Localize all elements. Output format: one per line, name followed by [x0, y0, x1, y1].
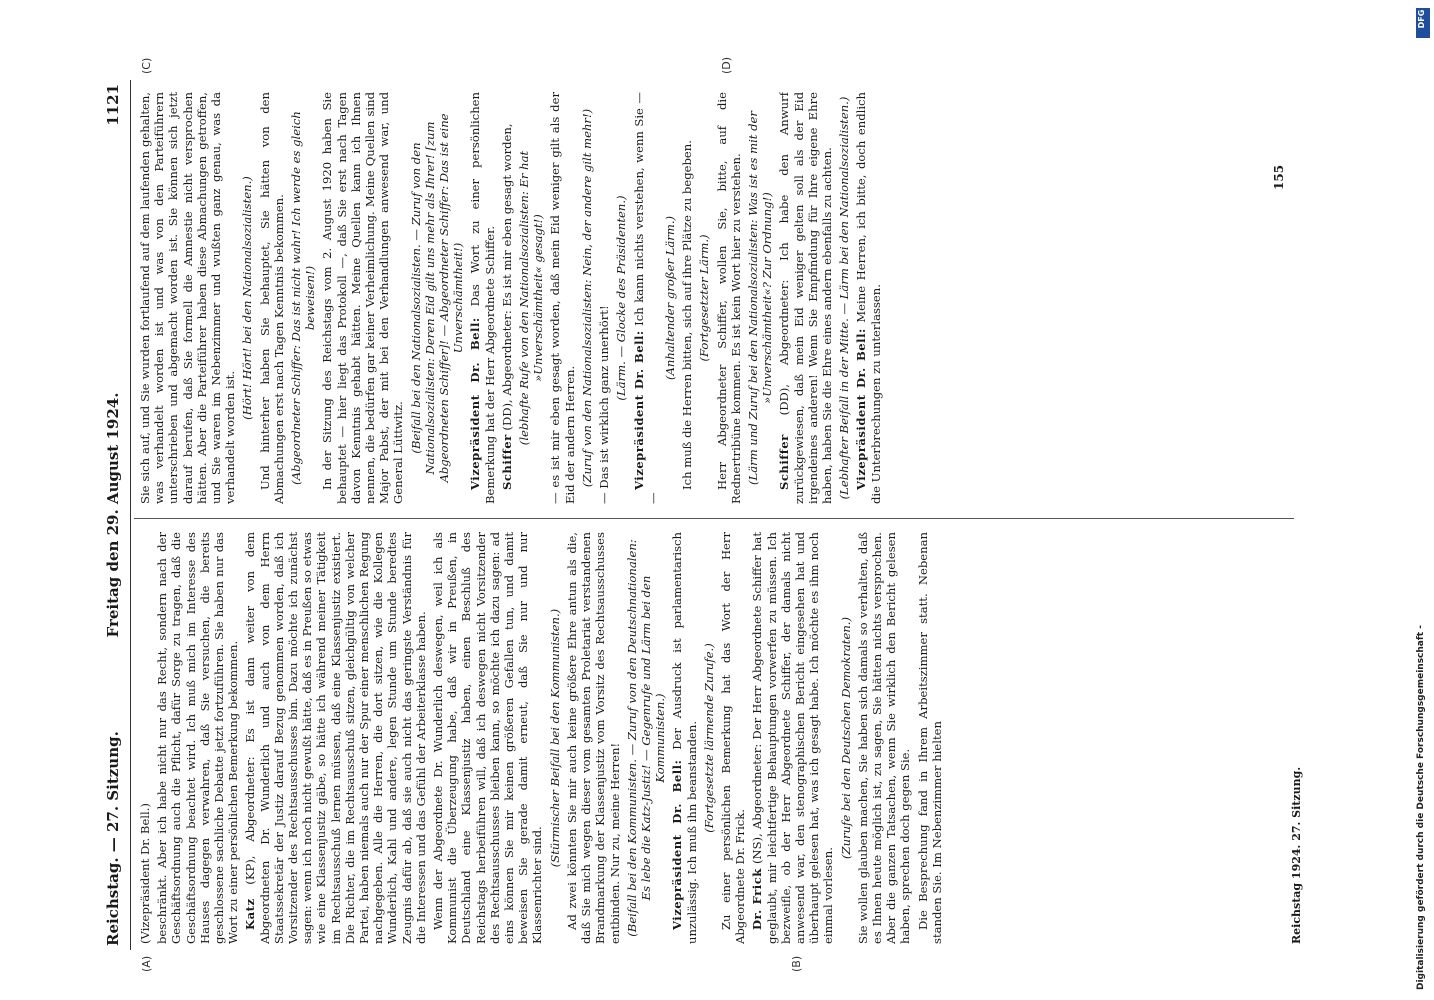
paragraph: [320, 92, 405, 504]
page-number: 1121: [104, 84, 122, 126]
paragraph-text: Wenn der Abgeordnete Dr. Wunderlich deswegen, weil ich als Kommunist die Überzeugung habe, daß wir in Preußen, in Deutschland eine Klassenjustiz haben, einen Beschluß des Reichstags herbeiführen will, daß ich deswegen nicht Vorsitzender des Rechtsausschusses bleiben kann, so möchte ich dazu sagen: ad eins können Sie mir keinen größeren Gefallen tun, und damit beweisen Sie gerade damit erneut, daß Sie nur und nur Klassenrichter sind.: [431, 532, 545, 944]
speaker-name: Vizepräsident Dr. Bell:: [468, 317, 483, 490]
paragraph: [138, 92, 237, 504]
paragraph: [565, 532, 622, 944]
margin-mark-d: (D): [720, 56, 733, 74]
paragraph: [702, 532, 716, 944]
dfg-logo: DFG: [1416, 8, 1430, 38]
paragraph-text: (Lärm und Zuruf bei den Nationalsozialisten: Was ist es mit der »Unverschämtheit«? Zur Ordnung!): [745, 111, 775, 485]
paragraph-text: (lebhafte Rufe von den Nationalsozialisten: Er hat »Unverschämtheit« gesagt!): [517, 150, 546, 446]
paragraph: [468, 92, 496, 504]
paragraph: [856, 532, 913, 944]
signature-number: 155: [1272, 164, 1286, 190]
paragraph-text: (Fortgesetzte lärmende Zurufe.): [701, 643, 716, 833]
paragraph: [155, 532, 240, 944]
paragraph: [750, 532, 835, 944]
paragraph-text: (Beifall bei den Nationalsozialisten. — Zuruf von den Nationalsozialisten: Deren Eid gilt uns mehr als Ihrer! [zum Abgeordneten Schiffer]! — Abgeordneter Schiffer: Das ist eine Unverschämtheit!): [408, 113, 466, 483]
paragraph-text: (NS), Abgeordneter: Der Herr Abgeordnete Schiffer hat geglaubt, mir leichtfertige Behauptungen vorwerfen zu müssen. Ich bezweifle, ob der Herr Abgeordnete Schiffer, der damals nicht anwesend war, den stenographischen Bericht eingesehen hat und überhaupt gelesen hat, was ich gesagt habe. Ich möchte es ihm noch einmal vorlesen.: [750, 532, 836, 944]
paragraph-text: (KP), Abgeordneter: Es ist dann weiter von dem Abgeordneten Dr. Wunderlich und auch von dem Herrn Staatssekretär der Justiz darauf Bezug genommen worden, daß ich Vorsitzender des Rechtsausschusses bin. Dazu möchte ich zunächst sagen: wenn ich noch nicht gewußt hätte, daß es in Preußen so etwas wie eine Klassenjustiz gäbe, so hätte ich während meiner Tätigkeit im Rechtsausschuß lernen müssen, daß eine Klassenjustiz existiert. Die Richter, die im Rechtsausschuß sitzen, gleichgültig von welcher Partei, haben niemals auch nur der Spur einer menschlichen Regung nachgegeben. Alle die Herren, die dort sitzen, wie die Kollegen Wunderlich, Kahl und andere, legen Stunde um Stunde beredtes Zeugnis dafür ab, daß sie auch nicht das geringste Verständnis für die Interessen und das Gefühl der Arbeiterklasse haben.: [243, 532, 428, 944]
paragraph: [839, 532, 853, 944]
paragraph: [777, 92, 834, 504]
paragraph: [715, 92, 743, 504]
left-text-column: [138, 532, 1288, 944]
paragraph: [837, 92, 851, 504]
paragraph-text: Das Wort zu einer persönlichen Bemerkung hat der Herr Abgeordnete Schiffer.: [468, 92, 497, 504]
paragraph: [138, 532, 152, 944]
paragraph-text: Meine Herren, ich bitte, doch endlich die Unterbrechungen zu unterlassen.: [854, 92, 883, 504]
paragraph: [580, 92, 594, 504]
paragraph: [625, 532, 668, 944]
paragraph-text: Der Ausdruck ist parlamentarisch unzulässig. Ich muß ihn beanstanden.: [670, 532, 699, 944]
speaker-name: Katz: [243, 898, 258, 930]
paragraph: [431, 532, 545, 944]
header-date: Freitag den 29. August 1924.: [104, 392, 122, 638]
paragraph-text: Zu einer persönlichen Bemerkung hat das Wort der Herr Abgeordnete Dr. Frick.: [718, 532, 748, 944]
paragraph-text: (Vizepräsident Dr. Bell.): [138, 803, 152, 944]
paragraph: [548, 92, 576, 504]
paragraph-text: Herr Abgeordneter Schiffer, wollen Sie, bitte, auf die Rednertribüne kommen. Es ist kein Wort hier zu verstehen.: [714, 92, 743, 504]
speaker-name: Vizepräsident Dr. Bell:: [631, 330, 646, 490]
speaker-name: Schiffer: [499, 434, 514, 490]
paragraph-text: Ad zwei könnten Sie mir auch keine größere Ehre antun als die, daß Sie mich wegen dieser vom gesamten Proletariat verstandenen Brandmarkung der Klassenjustiz vom Vorsitz des Rechtsausschusses entbinden. Nur zu, meine Herren!: [564, 532, 622, 944]
margin-mark-b: (B): [790, 955, 803, 972]
paragraph: [916, 532, 944, 944]
paragraph-text: — Das ist wirklich ganz unerhört!: [597, 305, 612, 504]
page-header: [100, 80, 126, 950]
paragraph-text: (Lärm. — Glocke des Präsidenten.): [614, 195, 629, 401]
paragraph: [697, 92, 711, 504]
column-divider: [134, 518, 1294, 519]
paragraph-text: In der Sitzung des Reichstags vom 2. August 1920 haben Sie behauptet — hier liegt das Protokoll —, daß Sie erst nach Tagen davon Kenntnis gehabt hätten. Meine Quellen kann ich Ihnen nennen, die bedürfen gar keiner Verheimlichung. Meine Quellen sind Major Pabst, der mit bei den Verhandlungen anwesend war, und General Lüttwitz.: [320, 92, 406, 504]
paragraph: [719, 532, 747, 944]
paragraph: [597, 92, 611, 504]
paragraph-text: Sie sich auf, und Sie wurden fortlaufend auf dem laufenden gehalten, was verhandelt worden ist und was von den Parteiführern unterschrieben und abgemacht worden ist. Sie können sich jetzt darauf berufen, daß Sie formell die Amnestie nicht versprochen hätten. Aber die Parteiführer haben diese Abmachungen getroffen, und Sie waren im Nebenzimmer und wußten ganz genau, was da verhandelt worden ist.: [138, 92, 238, 504]
paragraph-text: Ich kann nichts verstehen, wenn Sie — —: [631, 92, 660, 504]
header-rule: [130, 80, 131, 950]
paragraph: [258, 92, 286, 504]
paragraph-text: (Zurufe bei den Deutschen Demokraten.): [838, 617, 853, 860]
paragraph: [500, 92, 514, 504]
paragraph-text: (Stürmischer Beifall bei den Kommunisten.): [547, 608, 562, 868]
paragraph-text: Die Besprechung fand in Ihrem Arbeitszimmer statt. Nebenan standen Sie. Im Nebenzimmer hielten: [915, 532, 944, 944]
paragraph-text: (DD), Abgeordneter: Es ist mir eben gesagt worden,: [499, 123, 514, 435]
paragraph: [663, 92, 677, 504]
right-text-column: [138, 92, 1288, 504]
paragraph-text: (Fortgesetzter Lärm.): [697, 234, 712, 362]
paragraph-text: (Hört! Hört! bei den Nationalsozialisten.): [240, 176, 255, 420]
header-session: Reichstag. — 27. Sitzung.: [104, 731, 122, 946]
paragraph: [746, 92, 774, 504]
margin-mark-a: (A): [140, 955, 153, 972]
paragraph: [517, 92, 545, 504]
paragraph-text: (Abgeordneter Schiffer: Das ist nicht wahr! Ich werde es gleich beweisen!): [289, 111, 318, 485]
paragraph-text: Und hinterher haben Sie behauptet, Sie hätten von den Abmachungen erst nach Tagen Kenntnis bekommen.: [257, 92, 286, 504]
rotated-page-content: [100, 56, 1310, 972]
paragraph: [632, 92, 660, 504]
speaker-name: Dr. Frick: [750, 868, 765, 930]
footer-note: Reichstag 1924. 27. Sitzung.: [1290, 766, 1303, 944]
paragraph-text: — es ist mir eben gesagt worden, daß mein Eid weniger gilt als der Eid der andern Herren.: [548, 92, 577, 504]
paragraph-text: beschränkt. Aber ich habe nicht nur das Recht, sondern nach der Geschäftsordnung auch die Pflicht, dafür Sorge zu tragen, daß die Geschäftsordnung beachtet wird. Ich muß mich im Interesse des Hauses dagegen verwahren, daß Sie versuchen, die bereits geschlossene sachliche Debatte jetzt fortzuführen. Sie haben nur das Wort zu einer persönlichen Bemerkung bekommen.: [155, 532, 241, 944]
speaker-name: Vizepräsident Dr. Bell:: [854, 328, 869, 490]
paragraph: [240, 92, 254, 504]
paragraph: [289, 92, 317, 504]
paragraph-text: Ich muß die Herren bitten, sich auf ihre Plätze zu begeben.: [680, 140, 695, 490]
paragraph-text: (Anhaltender großer Lärm.): [662, 215, 677, 381]
speaker-name: Vizepräsident Dr. Bell:: [670, 759, 685, 930]
margin-mark-c: (C): [140, 57, 153, 74]
paragraph-text: (Beifall bei den Kommunisten. — Zuruf von den Deutschnationalen: Es lebe die Katz-Justiz! — Gegenrufe und Lärm bei den Kommunisten.): [624, 539, 668, 937]
paragraph: [680, 92, 694, 504]
paragraph: [670, 532, 698, 944]
paragraph: [243, 532, 428, 944]
paragraph: [548, 532, 562, 944]
paragraph: [854, 92, 882, 504]
paragraph-text: (Zuruf von den Nationalsozialisten: Nein, der andere gilt mehr!): [579, 108, 594, 488]
paragraph: [409, 92, 466, 504]
speaker-name: Schiffer: [777, 434, 792, 490]
digitization-credit: Digitalisierung gefördert durch die Deutsche Forschungsgemeinschaft -: [1416, 625, 1426, 990]
paragraph-text: (DD), Abgeordneter: Ich habe den Anwurf zurückgewiesen, daß mein Eid weniger gelten soll als der Eid irgendeines anderen! Wenn Sie Empfindung für Ihre eigene Ehre haben, haben Sie die Ehre eines andern ebenfalls zu achten.: [777, 92, 834, 504]
paragraph: [614, 92, 628, 504]
paragraph-text: (Lebhafter Beifall in der Mitte. — Lärm bei den Nationalsozialisten.): [837, 96, 852, 500]
paragraph-text: Sie wollen glauben machen, Sie haben sich damals so verhalten, daß es Ihnen heute möglich ist, zu sagen, Sie hätten nichts versprochen. Aber die ganzen Tatsachen, wenn Sie wirklich den Bericht gelesen haben, sprechen doch gegen Sie.: [855, 532, 913, 944]
